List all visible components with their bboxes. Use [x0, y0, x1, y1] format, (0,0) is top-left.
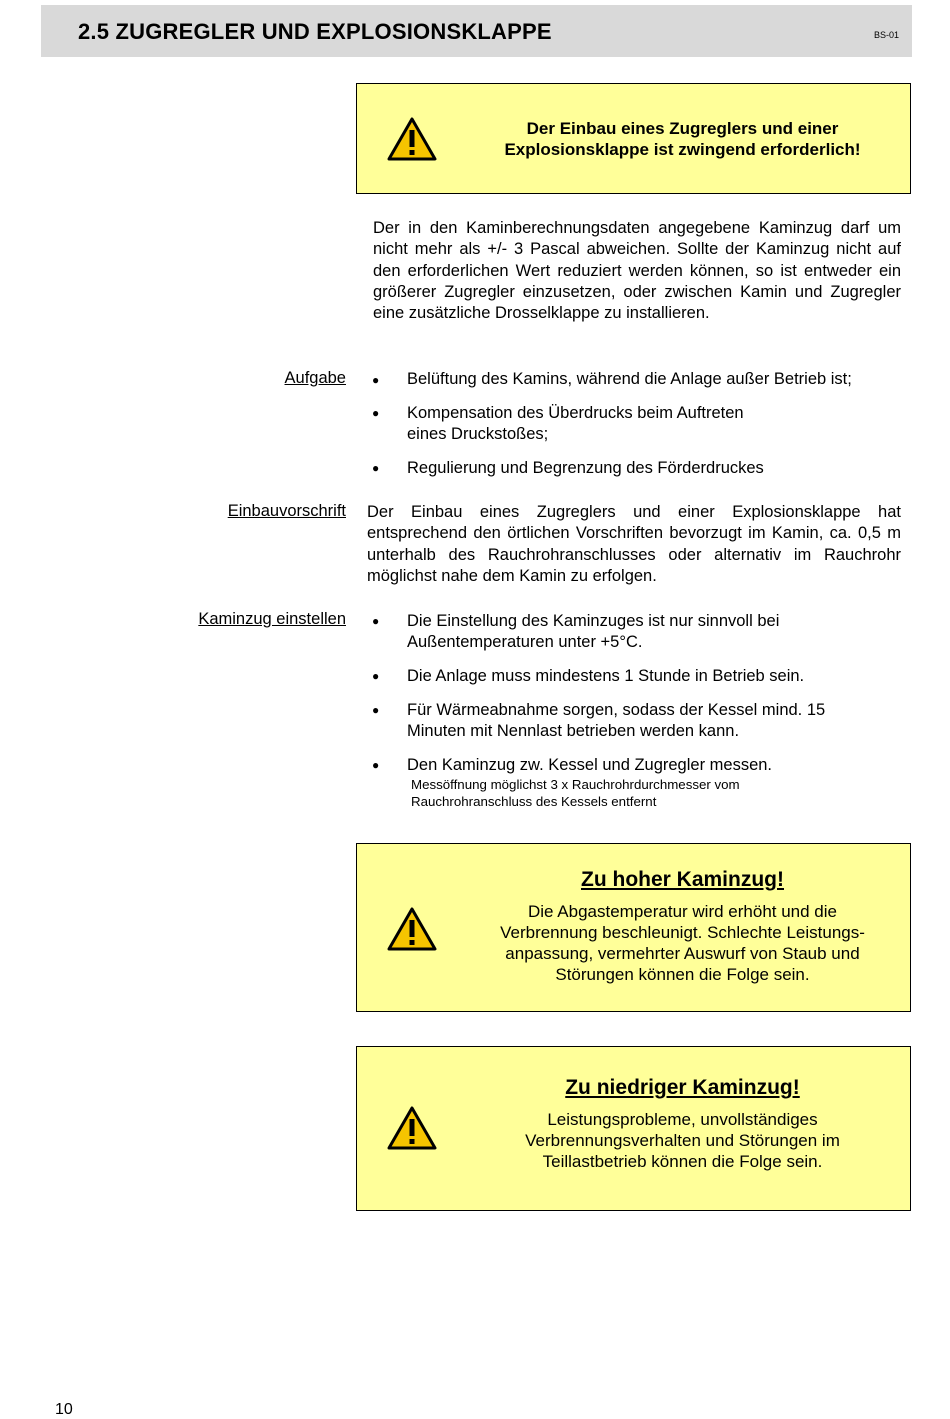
warning-triangle-icon — [387, 1106, 437, 1150]
section-header — [41, 5, 912, 57]
warning-high-heading: Zu hoher Kaminzug! — [581, 868, 784, 891]
kaminzug-item — [407, 611, 912, 654]
note-line: Messöffnung möglichst 3 x Rauchrohrdurchmesser vom — [411, 777, 740, 792]
bullet-dot: ● — [372, 406, 380, 420]
label-aufgabe: Aufgabe — [284, 369, 346, 387]
einbau-paragraph: Der Einbau eines Zugreglers und einer Explosionsklappe hat entsprechend den örtlichen Vorschriften bevorzugt im Kamin, ca. 0,5 m unterhalb des Rauchrohranschlusses oder alternativ im Rauchrohr möglichst nahe dem Kamin zu erfolgen. — [367, 503, 901, 585]
note-line: Rauchrohranschluss des Kessels entfernt — [411, 794, 657, 809]
aufgabe-item: Regulierung und Begrenzung des Förderdruckes — [407, 459, 764, 477]
warning-line: Verbrennung beschleunigt. Schlechte Leistungs- — [500, 923, 865, 942]
aufgabe-item-line: eines Druckstoßes; — [407, 425, 549, 444]
warning-triangle-icon — [387, 117, 437, 161]
kaminzug-item: Den Kaminzug zw. Kessel und Zugregler messen. — [407, 756, 773, 774]
warning-line: Die Abgastemperatur wird erhöht und die — [527, 902, 837, 921]
kaminzug-item-line: Außentemperaturen unter +5°C. — [407, 633, 643, 652]
aufgabe-item: Belüftung des Kamins, während die Anlage außer Betrieb ist; — [407, 370, 852, 388]
bullet-dot: ● — [372, 373, 380, 387]
label-kaminzug-einstellen: Kaminzug einstellen — [198, 610, 346, 628]
page-number: 10 — [55, 1401, 73, 1418]
aufgabe-item — [407, 403, 912, 446]
warning-box-high-draft — [356, 843, 911, 1012]
warning-line: Der Einbau eines Zugreglers und einer — [526, 119, 839, 138]
warning-line: Verbrennungsverhalten und Störungen im — [525, 1131, 840, 1150]
kaminzug-item-line: Minuten mit Nennlast betrieben werden kann. — [407, 722, 740, 741]
kaminzug-item-line: Für Wärmeabnahme sorgen, sodass der Kessel mind. 15 — [407, 701, 826, 719]
measurement-note — [411, 776, 911, 810]
warning-low-text — [465, 1076, 900, 1172]
warning-line: Störungen können die Folge sein. — [555, 965, 810, 984]
warning-box-required — [356, 83, 911, 194]
warning-low-heading: Zu niedriger Kaminzug! — [565, 1076, 800, 1099]
kaminzug-item — [407, 700, 912, 743]
aufgabe-item-line: Kompensation des Überdrucks beim Auftreten — [407, 404, 744, 422]
warning-line: Explosionsklappe ist zwingend erforderlich! — [504, 140, 861, 159]
kaminzug-item: Die Anlage muss mindestens 1 Stunde in Betrieb sein. — [407, 667, 805, 685]
bullet-dot: ● — [372, 703, 380, 717]
bullet-dot: ● — [372, 614, 380, 628]
bullet-dot: ● — [372, 758, 380, 772]
intro-paragraph: Der in den Kaminberechnungsdaten angegebene Kaminzug darf um nicht mehr als +/- 3 Pascal abweichen. Sollte der Kaminzug nicht auf den erforderlichen Wert reduziert werden können, so ist entweder ein größerer Zugregler einzusetzen, oder zwischen Kamin und Zugregler eine zusätzliche Drosselklappe zu installieren. — [373, 219, 901, 323]
warning-line: Leistungsprobleme, unvollständiges — [547, 1110, 818, 1129]
kaminzug-item-line: Die Einstellung des Kaminzuges ist nur sinnvoll bei — [407, 612, 780, 630]
warning-line: Teillastbetrieb können die Folge sein. — [542, 1152, 823, 1171]
document-code: BS-01 — [873, 30, 899, 40]
section-title: 2.5 ZUGREGLER UND EXPLOSIONSKLAPPE — [78, 19, 552, 44]
bullet-dot: ● — [372, 669, 380, 683]
bullet-dot: ● — [372, 461, 380, 475]
warning-box-low-draft — [356, 1046, 911, 1211]
warning-high-text — [465, 868, 900, 985]
warning-required-text — [465, 118, 900, 160]
warning-line: anpassung, vermehrter Auswurf von Staub und — [505, 944, 860, 963]
warning-triangle-icon — [387, 907, 437, 951]
label-einbauvorschrift: Einbauvorschrift — [227, 502, 346, 520]
